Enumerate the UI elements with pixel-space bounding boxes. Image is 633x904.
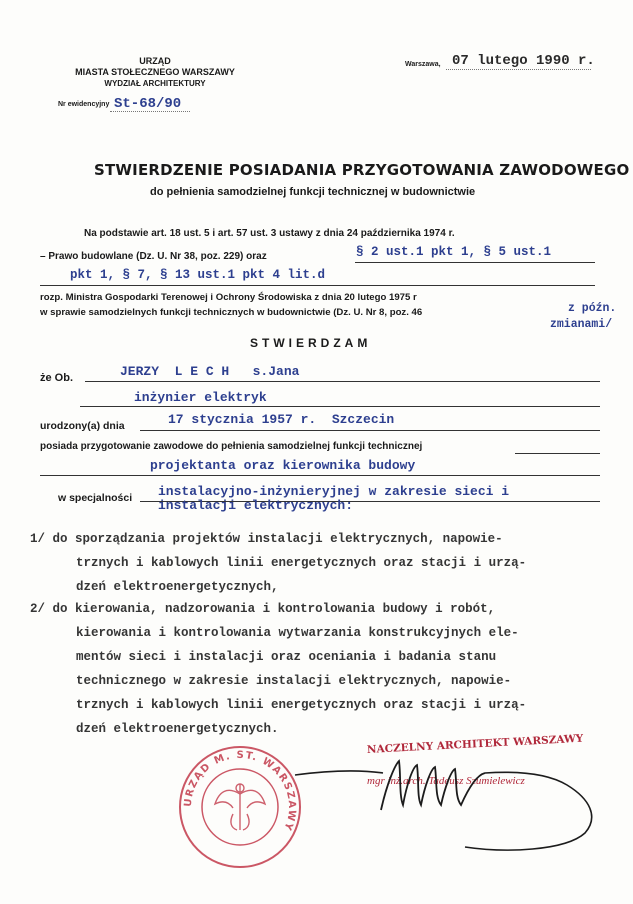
point-2 [30, 597, 526, 741]
document-title: STWIERDZENIE POSIADANIA PRZYGOTOWANIA ZAWODOWEGO [94, 161, 630, 179]
qualification-rule-2 [40, 475, 600, 476]
point-1 [30, 527, 526, 599]
reg-number: St-68/90 [114, 96, 182, 112]
spec-label: w specjalności [58, 492, 133, 504]
issuer-line-3: WYDZIAŁ ARCHITEKTURY [104, 79, 206, 88]
legal-line-2-typed: § 2 ust.1 pkt 1, § 5 ust.1 [356, 245, 552, 259]
reg-label: Nr ewidencyjny [58, 101, 110, 108]
spec-line-1: instalacyjno-inżynieryjnej w zakresie sieci i [158, 484, 510, 499]
date-dotline [446, 69, 591, 70]
point-1-number: 1/ [30, 532, 46, 546]
born-label: urodzony(a) dnia [40, 420, 125, 432]
legal-line-2: – Prawo budowlane (Dz. U. Nr 38, poz. 229) oraz [40, 251, 267, 262]
point-1-line-2 [30, 551, 526, 575]
legal-line-1: Na podstawie art. 18 ust. 5 i art. 57 ust. 3 ustawy z dnia 24 października 1974 r. [84, 228, 455, 239]
point-1-line-1 [30, 527, 526, 551]
legal-line-5-typed-b: zmianami/ [550, 318, 613, 331]
document-date: 07 lutego 1990 r. [452, 53, 595, 69]
issuer-line-2: MIASTA STOŁECZNEGO WARSZAWY [75, 67, 235, 77]
point-2-line-2 [30, 621, 526, 645]
spec-line-2: instalacji elektrycznych: [158, 498, 354, 513]
reg-dotline [110, 111, 190, 112]
seal-text-path: URZĄD M. ST. WARSZAWY [182, 749, 298, 833]
eagle-emblem-icon [215, 784, 265, 830]
architect-title-stamp: NACZELNY ARCHITEKT WARSZAWY [366, 732, 584, 756]
legal-line-3-typed: pkt 1, § 7, § 13 ust.1 pkt 4 lit.d [70, 268, 326, 282]
issuer-line-1: URZĄD [139, 56, 171, 66]
point-2-line-5 [30, 693, 526, 717]
point-2-text-3: mentów sieci i instalacji oraz oceniania i badania stanu [76, 650, 497, 664]
born-rule [140, 430, 600, 431]
point-2-line-3 [30, 645, 526, 669]
issuer-block [70, 56, 240, 89]
point-1-text-1: do sporządzania projektów instalacji elektrycznych, napowie- [52, 532, 503, 546]
qualification-value: projektanta oraz kierownika budowy [150, 458, 416, 473]
legal-line-5-typed-a: z późn. [568, 302, 617, 315]
architect-name-stamp: mgr inż.arch. Tadeusz Szumielewicz [367, 775, 525, 787]
document-subtitle: do pełnienia samodzielnej funkcji technicznej w budownictwie [150, 186, 476, 198]
profession-rule [80, 406, 600, 407]
city-label: Warszawa, [405, 61, 441, 68]
name-rule [85, 381, 600, 382]
point-2-line-4 [30, 669, 526, 693]
person-name: JERZY L E C H s.Jana [120, 364, 300, 379]
point-2-number: 2/ [30, 602, 46, 616]
point-2-text-2: kierowania i kontrolowania wytwarzania konstrukcyjnych ele- [76, 626, 519, 640]
born-value: 17 stycznia 1957 r. Szczecin [168, 412, 395, 427]
ob-label: że Ob. [40, 372, 74, 384]
point-2-text-5: trznych i kablowych linii energetycznych oraz stacji i urzą- [76, 698, 527, 712]
point-2-text-4: technicznego w zakresie instalacji elektrycznych, napowie- [76, 674, 512, 688]
point-2-line-1 [30, 597, 526, 621]
qualification-text: posiada przygotowanie zawodowe do pełnienia samodzielnej funkcji technicznej [40, 441, 423, 452]
legal-line-2-rule [355, 262, 595, 263]
legal-line-5: w sprawie samodzielnych funkcji technicznych w budownictwie (Dz. U. Nr 8, poz. 46 [40, 307, 423, 318]
point-1-text-3: dzeń elektroenergetycznych, [76, 580, 279, 594]
qualification-rule-1 [515, 453, 600, 454]
person-profession: inżynier elektryk [134, 390, 267, 405]
point-1-text-2: trznych i kablowych linii energetycznych oraz stacji i urzą- [76, 556, 527, 570]
stwierdzam-heading: STWIERDZAM [250, 336, 372, 350]
point-1-line-3 [30, 575, 526, 599]
handwritten-signature [285, 732, 615, 860]
legal-line-4: rozp. Ministra Gospodarki Terenowej i Ochrony Środowiska z dnia 20 lutego 1975 r [40, 292, 417, 303]
point-2-text-6: dzeń elektroenergetycznych. [76, 722, 279, 736]
point-2-text-1: do kierowania, nadzorowania i kontrolowania budowy i robót, [52, 602, 496, 616]
legal-line-3-rule [40, 285, 595, 286]
